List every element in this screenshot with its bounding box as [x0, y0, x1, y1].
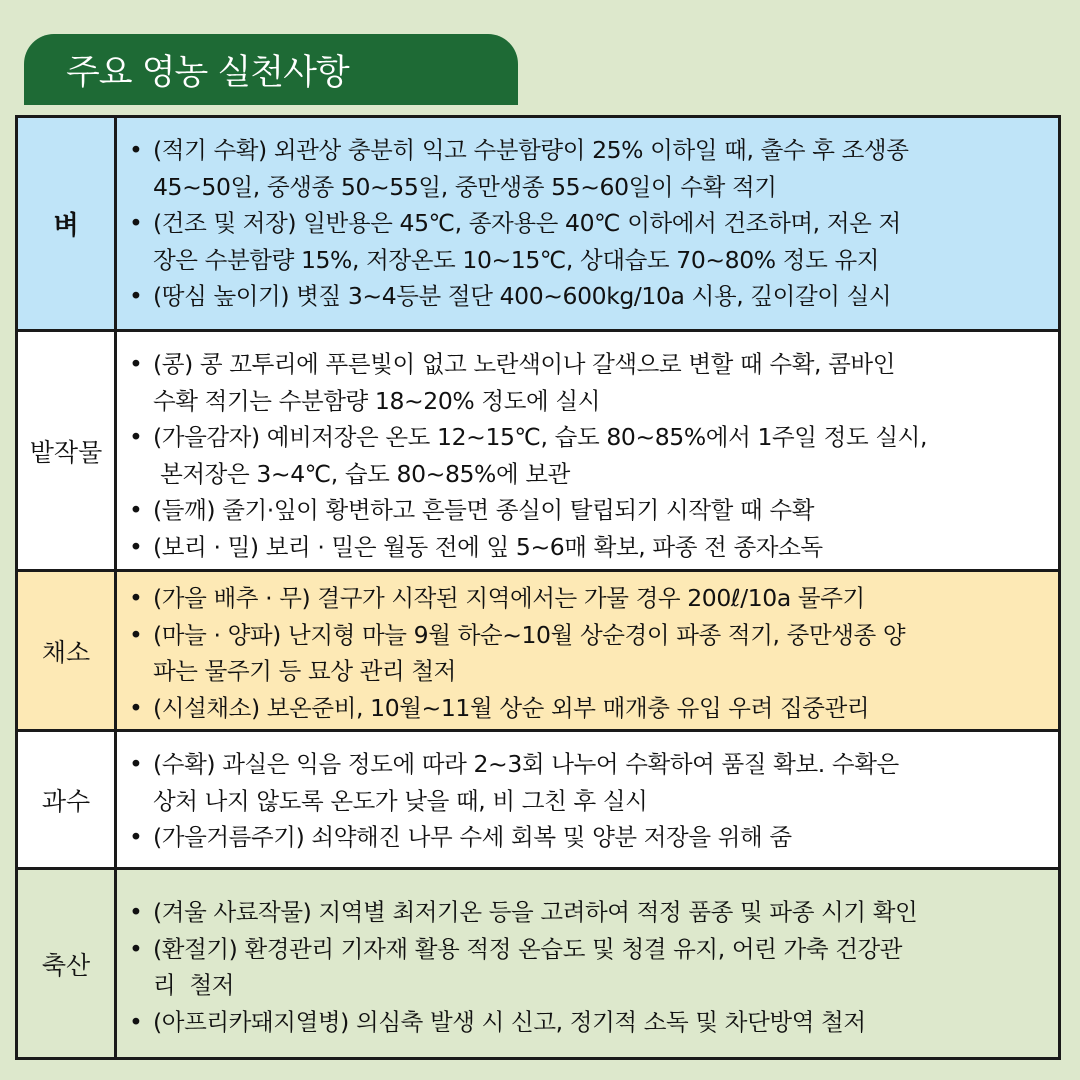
list-item [129, 205, 1050, 278]
list-item [129, 492, 1050, 529]
list-item [129, 931, 1050, 1004]
bullet: • [129, 1007, 143, 1036]
list-item [129, 894, 1050, 931]
row-field-crops [18, 332, 1058, 572]
list-item [129, 746, 1050, 819]
row-label-rice: 벼 [18, 118, 117, 329]
list-item [129, 617, 1050, 690]
bullet: • [129, 423, 143, 451]
bullet: • [129, 282, 143, 310]
list-item [129, 1004, 1050, 1041]
bullet: • [129, 620, 143, 649]
item-text: (보리 · 밀) 보리 · 밀은 월동 전에 잎 5~6매 확보, 파종 전 종자소독 [153, 532, 823, 561]
list-item [129, 419, 1050, 492]
row-label-field-crops: 밭작물 [18, 332, 117, 569]
list-item [129, 132, 1050, 205]
item-text: (시설채소) 보온준비, 10월~11월 상순 외부 매개충 유입 우려 집중관리 [153, 693, 870, 722]
item-text: (콩) 콩 꼬투리에 푸른빛이 없고 노란색이나 갈색으로 변할 때 수확, 콤바인 수확 적기는 수분함량 18~20% 정도에 실시 [153, 350, 896, 415]
bullet: • [129, 350, 143, 378]
list-item [129, 580, 1050, 617]
row-content-vegetables [117, 572, 1058, 729]
item-text: (가을감자) 예비저장은 온도 12~15℃, 습도 80~85%에서 1주일 정도 실시, 본저장은 3~4℃, 습도 80~85%에 보관 [153, 423, 928, 488]
header-tab [24, 34, 518, 105]
row-content-fruit-trees [117, 732, 1058, 867]
bullet: • [129, 823, 143, 851]
list-item [129, 346, 1050, 419]
item-text: (가을 배추 · 무) 결구가 시작된 지역에서는 가물 경우 200ℓ/10a 물주기 [153, 584, 865, 612]
item-text: (수확) 과실은 익음 정도에 따라 2~3회 나누어 수확하여 품질 확보. 수확은 상처 나지 않도록 온도가 낮을 때, 비 그친 후 실시 [153, 750, 899, 815]
item-text: (겨울 사료작물) 지역별 최저기온 등을 고려하여 적정 품종 및 파종 시기 확인 [153, 898, 918, 926]
item-text: (적기 수확) 외관상 충분히 익고 수분함량이 25% 이하일 때, 출수 후 조생종 45~50일, 중생종 50~55일, 중만생종 55~60일이 수확 적기 [153, 136, 909, 201]
list-item [129, 278, 1050, 315]
row-label-vegetables: 채소 [18, 572, 117, 729]
bullet: • [129, 496, 143, 524]
bullet: • [129, 532, 143, 561]
bullet: • [129, 693, 143, 722]
row-livestock [18, 870, 1058, 1057]
item-text: (아프리카돼지열병) 의심축 발생 시 신고, 정기적 소독 및 차단방역 철저 [153, 1007, 866, 1036]
page-title: 주요 영농 실천사항 [66, 52, 349, 93]
item-text: (건조 및 저장) 일반용은 45℃, 종자용은 40℃ 이하에서 건조하며, 저온 저 장은 수분함량 15%, 저장온도 10~15℃, 상대습도 70~80% 정도 유지 [153, 209, 901, 274]
list-item [129, 529, 1050, 566]
row-label-fruit-trees: 과수 [18, 732, 117, 867]
bullet: • [129, 136, 143, 164]
bullet: • [129, 934, 143, 963]
row-content-field-crops [117, 332, 1058, 569]
item-text: (환절기) 환경관리 기자재 활용 적정 온습도 및 청결 유지, 어린 가축 건강관 리 철저 [153, 934, 903, 999]
row-content-livestock [117, 870, 1058, 1057]
list-item [129, 819, 1050, 856]
row-rice [18, 118, 1058, 332]
item-text: (들깨) 줄기·잎이 황변하고 흔들면 종실이 탈립되기 시작할 때 수확 [153, 496, 814, 524]
row-fruit-trees [18, 732, 1058, 870]
list-item [129, 690, 1050, 727]
practice-table [15, 115, 1061, 1060]
item-text: (가을거름주기) 쇠약해진 나무 수세 회복 및 양분 저장을 위해 줌 [153, 823, 792, 851]
bullet: • [129, 898, 143, 926]
item-text: (마늘 · 양파) 난지형 마늘 9월 하순~10월 상순경이 파종 적기, 중만생종 양 파는 물주기 등 묘상 관리 철저 [153, 620, 906, 685]
bullet: • [129, 209, 143, 237]
row-vegetables [18, 572, 1058, 732]
row-label-livestock: 축산 [18, 870, 117, 1057]
item-text: (땅심 높이기) 볏짚 3~4등분 절단 400~600kg/10a 시용, 깊이갈이 실시 [153, 282, 892, 310]
bullet: • [129, 750, 143, 778]
bullet: • [129, 584, 143, 612]
row-content-rice [117, 118, 1058, 329]
